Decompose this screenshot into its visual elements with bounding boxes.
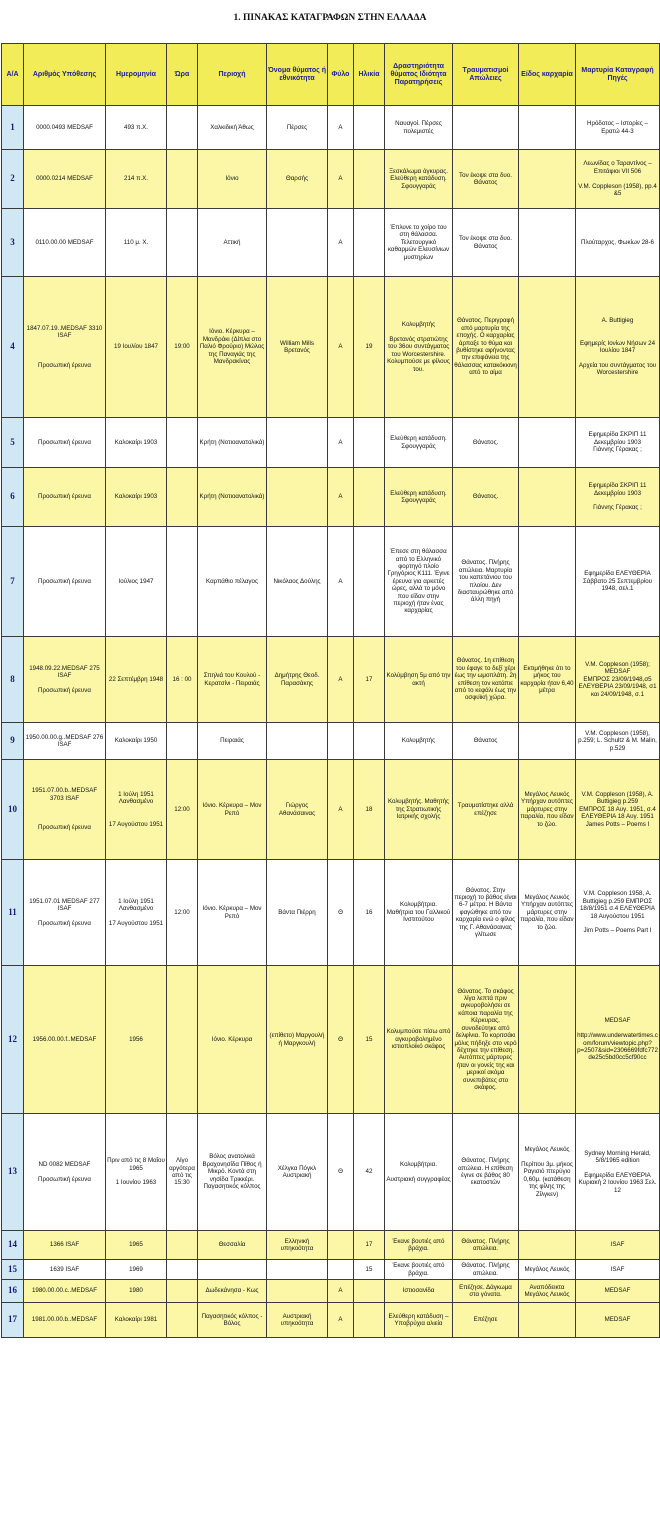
injuries-cell: Θάνατος. Πλήρης απώλεια. Η επίθεση έγινε σε βάθος 80 εκατοστών [453,1114,519,1231]
activity-cell: Κολυμβήτρια. Αυστριακή συγγραφέας [385,1114,453,1231]
area-cell: Ιόνιο. Κέρκυρα – Μον Ρεπό [198,860,267,966]
row-number: 9 [2,723,24,760]
header-date: Ημερομηνία [106,44,167,106]
time-cell: 16 : 00 [167,637,198,723]
sex-cell [328,1260,354,1280]
victim-cell [267,1260,328,1280]
sources-cell: A. Buttigieg Εφημερίς Ιονίων Νήσων 24 Ιουλίου 1847 Αρχεία του συντάγματος του Worcestershire [576,277,660,418]
row-number: 12 [2,966,24,1114]
time-cell [167,1303,198,1338]
date-cell: 1965 [106,1231,167,1260]
victim-cell: Αυστριακή υπηκοότητα [267,1303,328,1338]
age-cell: 17 [354,1231,385,1260]
time-cell: 12:00 [167,860,198,966]
date-cell: 1 Ιούλη 1951 Λανθασμένο 17 Αυγούστου 1951 [106,860,167,966]
injuries-cell [453,106,519,150]
header-injuries: Τραυματισμοί Απώλειες [453,44,519,106]
table-row [2,1303,660,1338]
date-cell: 22 Σεπτέμβρη 1948 [106,637,167,723]
row-number: 11 [2,860,24,966]
species-cell [519,527,576,637]
date-cell: 1 Ιούλη 1951 Λανθασμένο 17 Αυγούστου 1951 [106,760,167,860]
date-cell: 19 Ιουλίου 1847 [106,277,167,418]
injuries-cell: Θάνατος. Περιγραφή από μαρτυρία της εποχής. Ο καρχαρίας άρπαξε το θύμα και βυθίστηκε αφήνοντας την επιφάνεια της θάλασσας κατακόκκινη από το αίμα [453,277,519,418]
time-cell [167,418,198,468]
injuries-cell: Επέζησε [453,1303,519,1338]
sources-cell: V.M. Coppleson 1958, A. Buttigieg p.259 ΕΜΠΡΟΣ 18/8/1951 σ.4 ΕΛΕΥΘΕΡΙΑ 18 Αυγούστου 1951 Jim Potts – Poems Part I [576,860,660,966]
area-cell: Ιόνιο. Κέρκυρα – Μανδράκι (Δίπλα στο Παλιό Φρούριο) Μώλος της Παναγιάς της Μανδρακίνας [198,277,267,418]
time-cell [167,468,198,527]
case-cell: 1956.00.00.f..MEDSAF [24,966,106,1114]
area-cell: Κρήτη (Νοτιοανατολικά) [198,468,267,527]
date-cell: 1969 [106,1260,167,1280]
injuries-cell: Επέζησε. Δάγκωμα στα γόνατα. [453,1280,519,1303]
row-number: 6 [2,468,24,527]
victim-cell [267,418,328,468]
case-cell: 1980.00.00.c..MEDSAF [24,1280,106,1303]
case-cell: 1950.00.00.g..MEDSAF 276 ISAF [24,723,106,760]
victim-cell: Δημήτρης Θεοδ. Παρασάκης [267,637,328,723]
species-cell [519,209,576,277]
victim-cell [267,723,328,760]
area-cell: Ιόνιο [198,150,267,209]
sources-cell: ISAF [576,1260,660,1280]
case-cell: 0000.0493 MEDSAF [24,106,106,150]
species-cell [519,1231,576,1260]
row-number: 3 [2,209,24,277]
species-cell [519,723,576,760]
activity-cell: Κολυμβήτρια. Μαθήτρια του Γαλλικού Ινστιτούτου [385,860,453,966]
case-cell: 1639 ISAF [24,1260,106,1280]
species-cell [519,468,576,527]
date-cell: 1980 [106,1280,167,1303]
table-row [2,860,660,966]
date-cell: 110 μ. Χ. [106,209,167,277]
victim-cell: Χέλγκα Πόγκλ Αυστριακή [267,1114,328,1231]
sex-cell: Α [328,760,354,860]
victim-cell: (επίθετο) Μαργουλή ή Μαργκουλή [267,966,328,1114]
age-cell: 15 [354,1260,385,1280]
activity-cell: Ελεύθερη κατάδυση. Σφουγγαράς [385,418,453,468]
species-cell: Αναπόδεικτα Μεγάλος Λευκός [519,1280,576,1303]
species-cell [519,966,576,1114]
sources-cell: V.M. Coppleson (1958), A. Buttigieg p.259 ΕΜΠΡΟΣ 18 Αυγ. 1951, σ.4 ΕΛΕΥΘΕΡΙΑ 18 Αυγ. 1951 James Potts – Poems I [576,760,660,860]
injuries-cell: Θάνατος. [453,418,519,468]
sex-cell: Α [328,637,354,723]
activity-cell: Κολυμπούσε πίσω από αγκυροβολημένο ιστιοπλοϊκό σκάφος [385,966,453,1114]
victim-cell: William Mills Βρετανός [267,277,328,418]
time-cell [167,723,198,760]
case-cell: 1366 ISAF [24,1231,106,1260]
injuries-cell: Τραυματίστηκε αλλά επέζησε [453,760,519,860]
victim-cell: Πέρσες [267,106,328,150]
area-cell: Καρπάθιο πέλαγος [198,527,267,637]
records-table [1,43,660,1338]
sources-cell: V.M. Coppleson (1958), p.259; L. Schultz & M. Malin, p.529 [576,723,660,760]
activity-cell: Έκανε βουτιές από βράχια. [385,1260,453,1280]
age-cell: 19 [354,277,385,418]
sex-cell: Α [328,277,354,418]
header-aa: Α/Α [2,44,24,106]
injuries-cell: Θάνατος. Πλήρης απώλεια. [453,1260,519,1280]
sex-cell: Α [328,209,354,277]
table-row [2,1231,660,1260]
row-number: 15 [2,1260,24,1280]
age-cell [354,1280,385,1303]
area-cell: Ιόνιο. Κέρκυρα – Μον Ρεπό [198,760,267,860]
table-row [2,150,660,209]
sources-cell: Πλούταρχος, Φωκίων 28-6 [576,209,660,277]
species-cell [519,418,576,468]
sex-cell: Α [328,1303,354,1338]
case-cell: Προσωπική έρευνα [24,527,106,637]
time-cell: Λίγο αργότερα από τις 15:30 [167,1114,198,1231]
age-cell [354,723,385,760]
date-cell: Ιούλιος 1947 [106,527,167,637]
activity-cell: Ναυαγοί. Πέρσες πολεμιστές [385,106,453,150]
victim-cell [267,468,328,527]
age-cell [354,106,385,150]
sex-cell [328,723,354,760]
sources-cell: Sydney Morning Herald, 5/8/1965 edition Εφημερίδα ΕΛΕΥΘΕΡΙΑ Κυριακή 2 Ιουνίου 1963 Σελ. 12 [576,1114,660,1231]
activity-cell: Κολυμβητής. Μαθητής της Στρατιωτικής Ιατρικής σχολής [385,760,453,860]
row-number: 13 [2,1114,24,1231]
victim-cell [267,209,328,277]
area-cell: Πειραιάς [198,723,267,760]
activity-cell: Κολυμβητής Βρετανός στρατιώτης του 36ου συντάγματος του Worcestershire. Κολυμπούσε με φίλους του. [385,277,453,418]
sex-cell: Α [328,1280,354,1303]
victim-cell: Γιώργος Αθανάσαινας [267,760,328,860]
date-cell: Καλοκαίρι 1950 [106,723,167,760]
table-row [2,637,660,723]
species-cell [519,1303,576,1338]
age-cell: 18 [354,760,385,860]
area-cell: Κρήτη (Νοτιοανατολικά) [198,418,267,468]
table-row [2,277,660,418]
row-number: 7 [2,527,24,637]
case-cell: 0110.00.00 MEDSAF [24,209,106,277]
table-row [2,418,660,468]
row-number: 8 [2,637,24,723]
header-sources: Μαρτυρία Καταγραφή Πηγές [576,44,660,106]
area-cell: Ιόνιο. Κέρκυρα [198,966,267,1114]
injuries-cell: Θάνατος [453,723,519,760]
victim-cell: Βάντα Πιέρρη [267,860,328,966]
sex-cell: Α [328,468,354,527]
time-cell: 12:00 [167,760,198,860]
area-cell: Αττική [198,209,267,277]
age-cell [354,418,385,468]
area-cell: Θεσσαλία [198,1231,267,1260]
time-cell [167,1231,198,1260]
activity-cell: Ξεσκάλωμα άγκυρας. Ελεύθερη κατάδυση. Σφουγγαράς [385,150,453,209]
table-row [2,1114,660,1231]
time-cell [167,150,198,209]
sex-cell: Α [328,106,354,150]
sex-cell: Θ [328,860,354,966]
victim-cell: Νικόλαος Δούλης [267,527,328,637]
header-time: Ώρα [167,44,198,106]
table-row [2,723,660,760]
header-area: Περιοχή [198,44,267,106]
species-cell: Μεγάλος Λευκός [519,1260,576,1280]
date-cell: Καλοκαίρι 1981 [106,1303,167,1338]
species-cell [519,106,576,150]
date-cell: 493 π.Χ. [106,106,167,150]
sex-cell: Θ [328,1114,354,1231]
header-age: Ηλικία [354,44,385,106]
area-cell: Δωδεκάνησα - Κως [198,1280,267,1303]
time-cell [167,527,198,637]
sex-cell: Θ [328,966,354,1114]
victim-cell: Θαρσής [267,150,328,209]
sources-cell: MEDSAF [576,1280,660,1303]
date-cell: Πριν από τις 8 Μαΐου 1965 1 Ιουνίου 1963 [106,1114,167,1231]
sex-cell [328,1231,354,1260]
area-cell [198,1260,267,1280]
activity-cell: Κολυμβητής [385,723,453,760]
case-cell: 1951.07.00.b..MEDSAF 3703 ISAF Προσωπική έρευνα [24,760,106,860]
activity-cell: Κολύμβηση 5μ από την ακτή [385,637,453,723]
case-cell: 1951.07.01 MEDSAF 277 ISAF Προσωπική έρευνα [24,860,106,966]
table-row [2,527,660,637]
page-title: 1. ΠΙΝΑΚΑΣ ΚΑΤΑΓΡΑΦΩΝ ΣΤΗΝ ΕΛΛΑΔΑ [233,13,427,23]
case-cell: 0000.0214 MEDSAF [24,150,106,209]
area-cell: Βόλος ανατολικά Βραχονησίδα Πίθος ή Μικρό. Κοντά στη νησίδα Τρικκέρι. Παγασητικός κόλπος [198,1114,267,1231]
sources-cell: Εφημερίδα ΣΚΡΙΠ 11 Δεκεμβρίου 1903 Γιάννης Γέρακας ; [576,468,660,527]
area-cell: Χαλκιδική Άθως [198,106,267,150]
victim-cell: Ελληνική υπηκοότητα [267,1231,328,1260]
activity-cell: Έκανε βουτιές από βράχια. [385,1231,453,1260]
activity-cell: Έπλυνε το χοίρο του στη θάλασσα. Τελετουργικό καθαρμών Ελευσίνιων μυστηρίων [385,209,453,277]
time-cell [167,966,198,1114]
sources-cell: MEDSAF http://www.underwatertimes.com/forum/viewtopic.php?p=2507&sid=2306669fdfc772de25c5bd0cc5cf90cc [576,966,660,1114]
injuries-cell: Θάνατος. 1η επίθεση του έφαγε το δεξί χέρι έως την ωμοπλάτη. 2η επίθεση τον κατάπιε από το κεφάλι έως την οσφυϊκή χώρα. [453,637,519,723]
case-cell: Προσωπική έρευνα [24,468,106,527]
injuries-cell: Τον έκοψε στα δυο. Θάνατος [453,150,519,209]
table-row [2,468,660,527]
table-row [2,760,660,860]
injuries-cell: Θάνατος. [453,468,519,527]
age-cell: 15 [354,966,385,1114]
sources-cell: MEDSAF [576,1303,660,1338]
sources-cell: Εφημερίδα ΣΚΡΙΠ 11 Δεκεμβρίου 1903 Γιάννης Γέρακας ; [576,418,660,468]
row-number: 5 [2,418,24,468]
time-cell [167,209,198,277]
species-cell [519,150,576,209]
age-cell: 42 [354,1114,385,1231]
date-cell: Καλοκαίρι 1903 [106,468,167,527]
header-case: Αριθμός Υπόθεσης [24,44,106,106]
table-row [2,106,660,150]
species-cell: Μεγάλος Λευκός Υπήρχαν αυτόπτες μάρτυρες στην παραλία, που είδαν το ζώο. [519,860,576,966]
row-number: 17 [2,1303,24,1338]
age-cell [354,527,385,637]
area-cell: Παγασητικός κόλπος - Βόλος [198,1303,267,1338]
case-cell: 1948.09.22.MEDSAF 275 ISAF Προσωπική έρευνα [24,637,106,723]
table-row [2,966,660,1114]
species-cell: Μεγάλος Λευκός Περίπου 3μ. μήκος Ραγισιό πτερύγιο 0,60μ. (κατάθεση της φίλης της Ζίλγκεν) [519,1114,576,1231]
injuries-cell: Θάνατος. Το σκάφος λίγα λεπτά πριν αγκυροβολήσει σε κάποια παραλία της Κέρκυρας, συνοδεύτηκε από δελφίνια. Το κοριτσάκι μόλις πήδηξε στο νερό δέχτηκε την επίθεση. Αυτόπτες μάρτυρες ήταν οι γονείς της και μερικοί ακόμα συνεπιβάτες στο σκάφος. [453,966,519,1114]
table-row [2,1260,660,1280]
date-cell: 1956 [106,966,167,1114]
time-cell [167,106,198,150]
header-activity: Δραστηριότητα θύματος Ιδιότητα Παρατηρήσεις [385,44,453,106]
sources-cell: Ηρόδοτος – Ιστορίες – Ερατώ 44-3 [576,106,660,150]
case-cell: 1847.07.19..MEDSAF 3310 ISAF Προσωπική έρευνα [24,277,106,418]
age-cell [354,209,385,277]
activity-cell: Ιστιοσανίδα [385,1280,453,1303]
header-species: Είδος καρχαρία [519,44,576,106]
time-cell [167,1260,198,1280]
activity-cell: Ελεύθερη κατάδυση. Σφουγγαράς [385,468,453,527]
injuries-cell: Θάνατος. Στην περιοχή το βάθος είναι 6-7 μέτρα. Η Βάντα φαγώθηκε από τον καρχαρία ενώ ο φίλος της Γ. Αθανάσαινας γλίτωσε [453,860,519,966]
age-cell: 16 [354,860,385,966]
header-sex: Φύλο [328,44,354,106]
row-number: 2 [2,150,24,209]
row-number: 10 [2,760,24,860]
time-cell [167,1280,198,1303]
date-cell: 214 π.Χ. [106,150,167,209]
table-row [2,1280,660,1303]
row-number: 14 [2,1231,24,1260]
case-cell: Προσωπική έρευνα [24,418,106,468]
sources-cell: Λεωνίδας ο Ταραντίνος – Επιτάφιοι VII 506 V.M. Coppleson (1958), pp.4 &5 [576,150,660,209]
area-cell: Σπηλιά του Κουλού - Κερατσίνι - Πειραιάς [198,637,267,723]
case-cell: ND 0082 MEDSAF Προσωπική έρευνα [24,1114,106,1231]
sex-cell: Α [328,150,354,209]
table-row [2,209,660,277]
row-number: 1 [2,106,24,150]
sex-cell: Α [328,527,354,637]
header-row [2,44,660,106]
age-cell [354,1303,385,1338]
activity-cell: Έπεσε στη θάλασσα από το Ελληνικό φορτηγό πλοίο Γρηγόριος Κ111. Έγινε έρευνα για αρκετές ώρες, αλλά το μόνο που είδαν στην περιοχή ήταν ένας καρχαρίας [385,527,453,637]
victim-cell [267,1280,328,1303]
age-cell [354,150,385,209]
species-cell: Μεγάλος Λευκός Υπήρχαν αυτόπτες μάρτυρες στην παραλία, που είδαν το ζώο. [519,760,576,860]
activity-cell: Ελεύθερη κατάδυση – Υποβρύχια αλιεία [385,1303,453,1338]
row-number: 4 [2,277,24,418]
sources-cell: ISAF [576,1231,660,1260]
age-cell [354,468,385,527]
row-number: 16 [2,1280,24,1303]
header-victim: Όνομα θύματος ή εθνικότητα [267,44,328,106]
case-cell: 1981.00.00.b..MEDSAF [24,1303,106,1338]
sources-cell: V.M. Coppleson (1958); MEDSAF ΕΜΠΡΟΣ 23/09/1948,σ5 ΕΛΕΥΘΕΡΙΑ 23/09/1948, σ1 και 24/09/1948, σ.1 [576,637,660,723]
species-cell: Εκτιμήθηκε ότι το μήκος του καρχαρία ήταν 6,40 μέτρα [519,637,576,723]
age-cell: 17 [354,637,385,723]
injuries-cell: Τον έκοψε στα δυο. Θάνατος [453,209,519,277]
time-cell: 19:00 [167,277,198,418]
sources-cell: Εφημερίδα ΕΛΕΥΘΕΡΙΑ Σάββατο 25 Σεπτεμβρίου 1948, σελ.1 [576,527,660,637]
species-cell [519,277,576,418]
injuries-cell: Θάνατος. Πλήρης απώλεια. Μαρτυρία του καπετάνιου του πλοίου. Δεν διασταυρώθηκε από άλλη πηγή [453,527,519,637]
sex-cell: Α [328,418,354,468]
date-cell: Καλοκαίρι 1903 [106,418,167,468]
injuries-cell: Θάνατος. Πλήρης απώλεια. [453,1231,519,1260]
